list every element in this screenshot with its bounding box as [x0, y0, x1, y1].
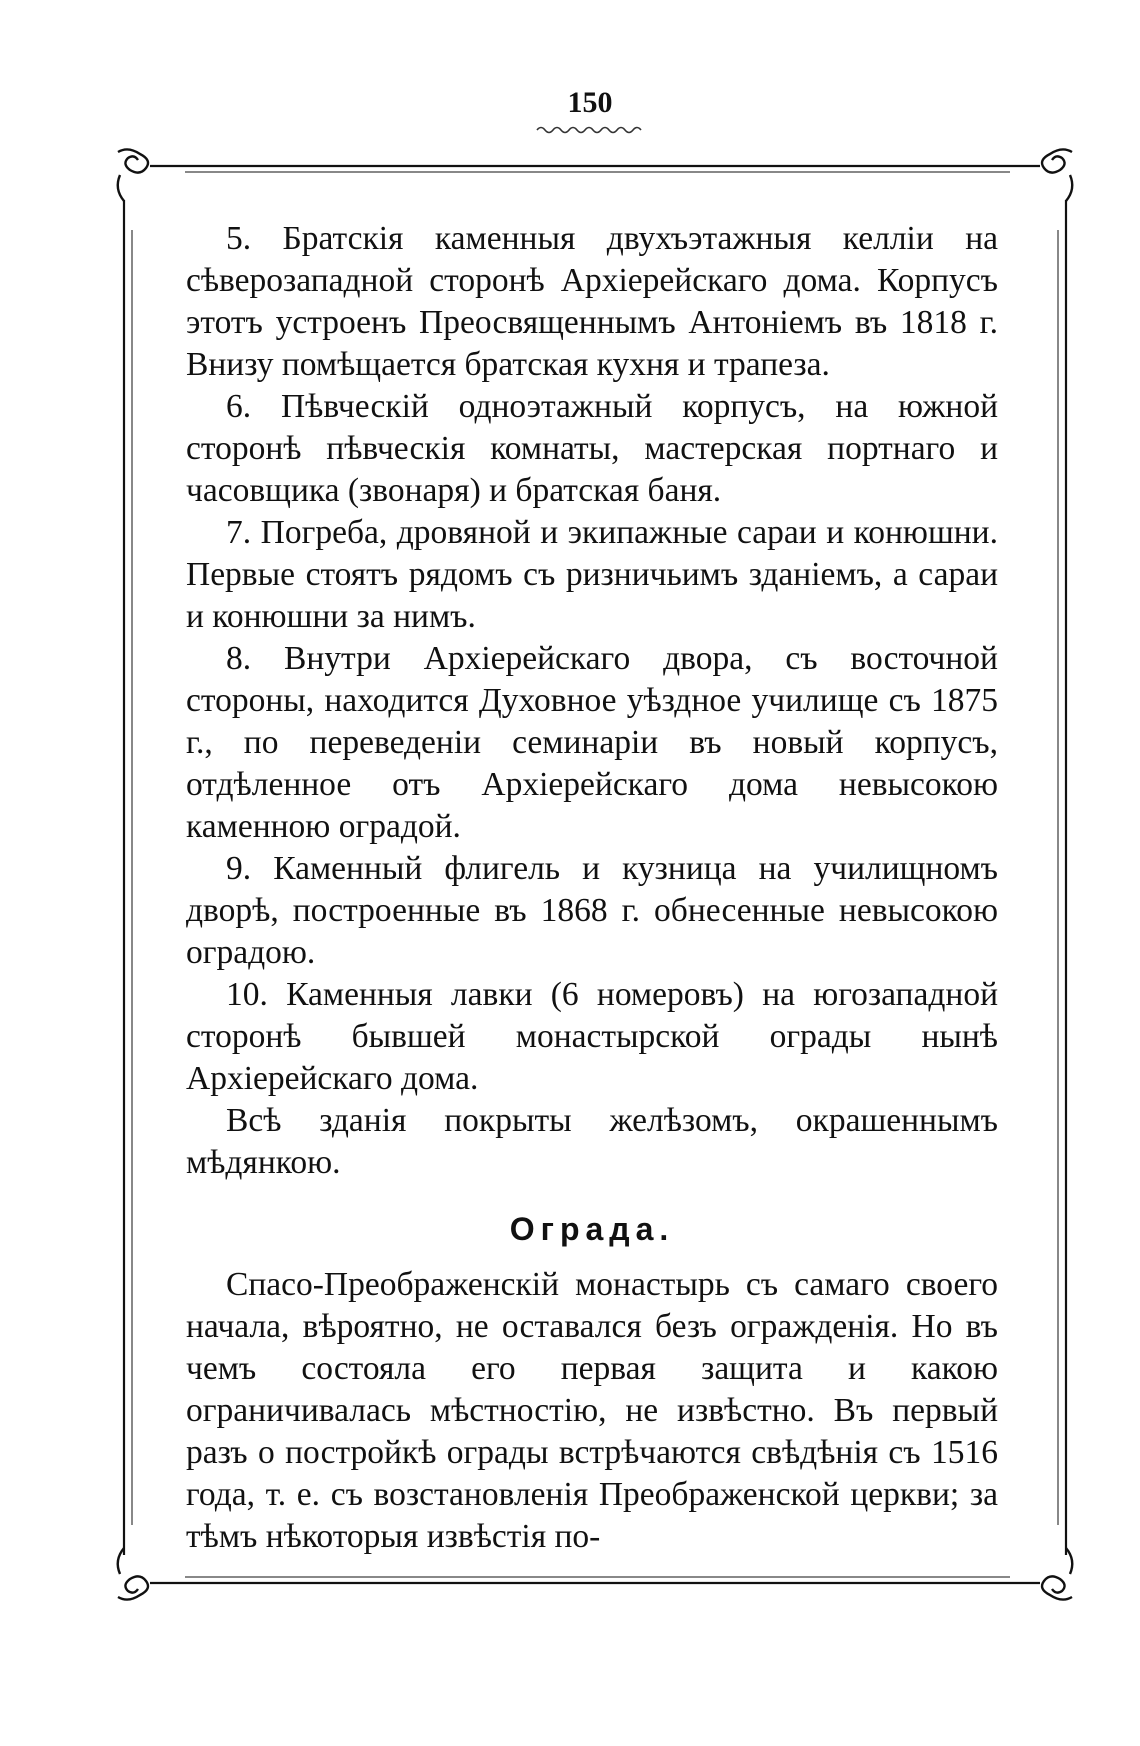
closing-note: Всѣ зданія покрыты желѣзомъ, окрашеннымъ мѣдянкою.	[186, 1102, 998, 1181]
list-item: 6. Пѣвческій одноэтажный корпусъ, на южной сторонѣ пѣвческія комнаты, мастерская портнаго и часовщика (звонаря) и братская баня.	[186, 388, 998, 509]
list-item: 8. Внутри Архіерейскаго двора, съ восточной стороны, находится Духовное уѣздное училище съ 1875 г., по переведеніи семинаріи въ новый корпусъ, отдѣленное отъ Архіерейскаго дома невысокою каменною оградой.	[186, 640, 998, 845]
page-number: 150	[567, 86, 613, 119]
list-item: 7. Погреба, дровяной и экипажные сараи и конюшни. Первые стоятъ рядомъ съ ризничьимъ зданіемъ, а сараи и конюшни за нимъ.	[186, 514, 998, 635]
section-heading: Ограда.	[509, 1211, 675, 1247]
list-item: 5. Братскія каменныя двухъэтажныя келліи на сѣверозападной сторонѣ Архіерейскаго дома. Корпусъ этотъ устроенъ Преосвященнымъ Антоніемъ въ 1818 г. Внизу помѣщается братская кухня и трапеза.	[186, 220, 998, 383]
list-item: 9. Каменный флигель и кузница на училищномъ дворѣ, построенные въ 1868 г. обнесенные невысокою оградою.	[186, 850, 998, 971]
list-item: 10. Каменныя лавки (6 номеровъ) на югозападной сторонѣ бывшей монастырской ограды нынѣ Архіерейскаго дома.	[186, 976, 998, 1097]
page-body	[186, 218, 998, 1558]
section-paragraph: Спасо-Преображенскій монастырь съ самаго своего начала, вѣроятно, не оставался безъ огражденія. Но въ чемъ состояла его первая защита и какою ограничивалась мѣстностію, не извѣстно. Въ первый разъ о постройкѣ ограды встрѣчаются свѣдѣнія съ 1516 года, т. е. съ возстановленія Преображенской церкви; за тѣмъ нѣкоторыя извѣстія по-	[186, 1266, 998, 1555]
